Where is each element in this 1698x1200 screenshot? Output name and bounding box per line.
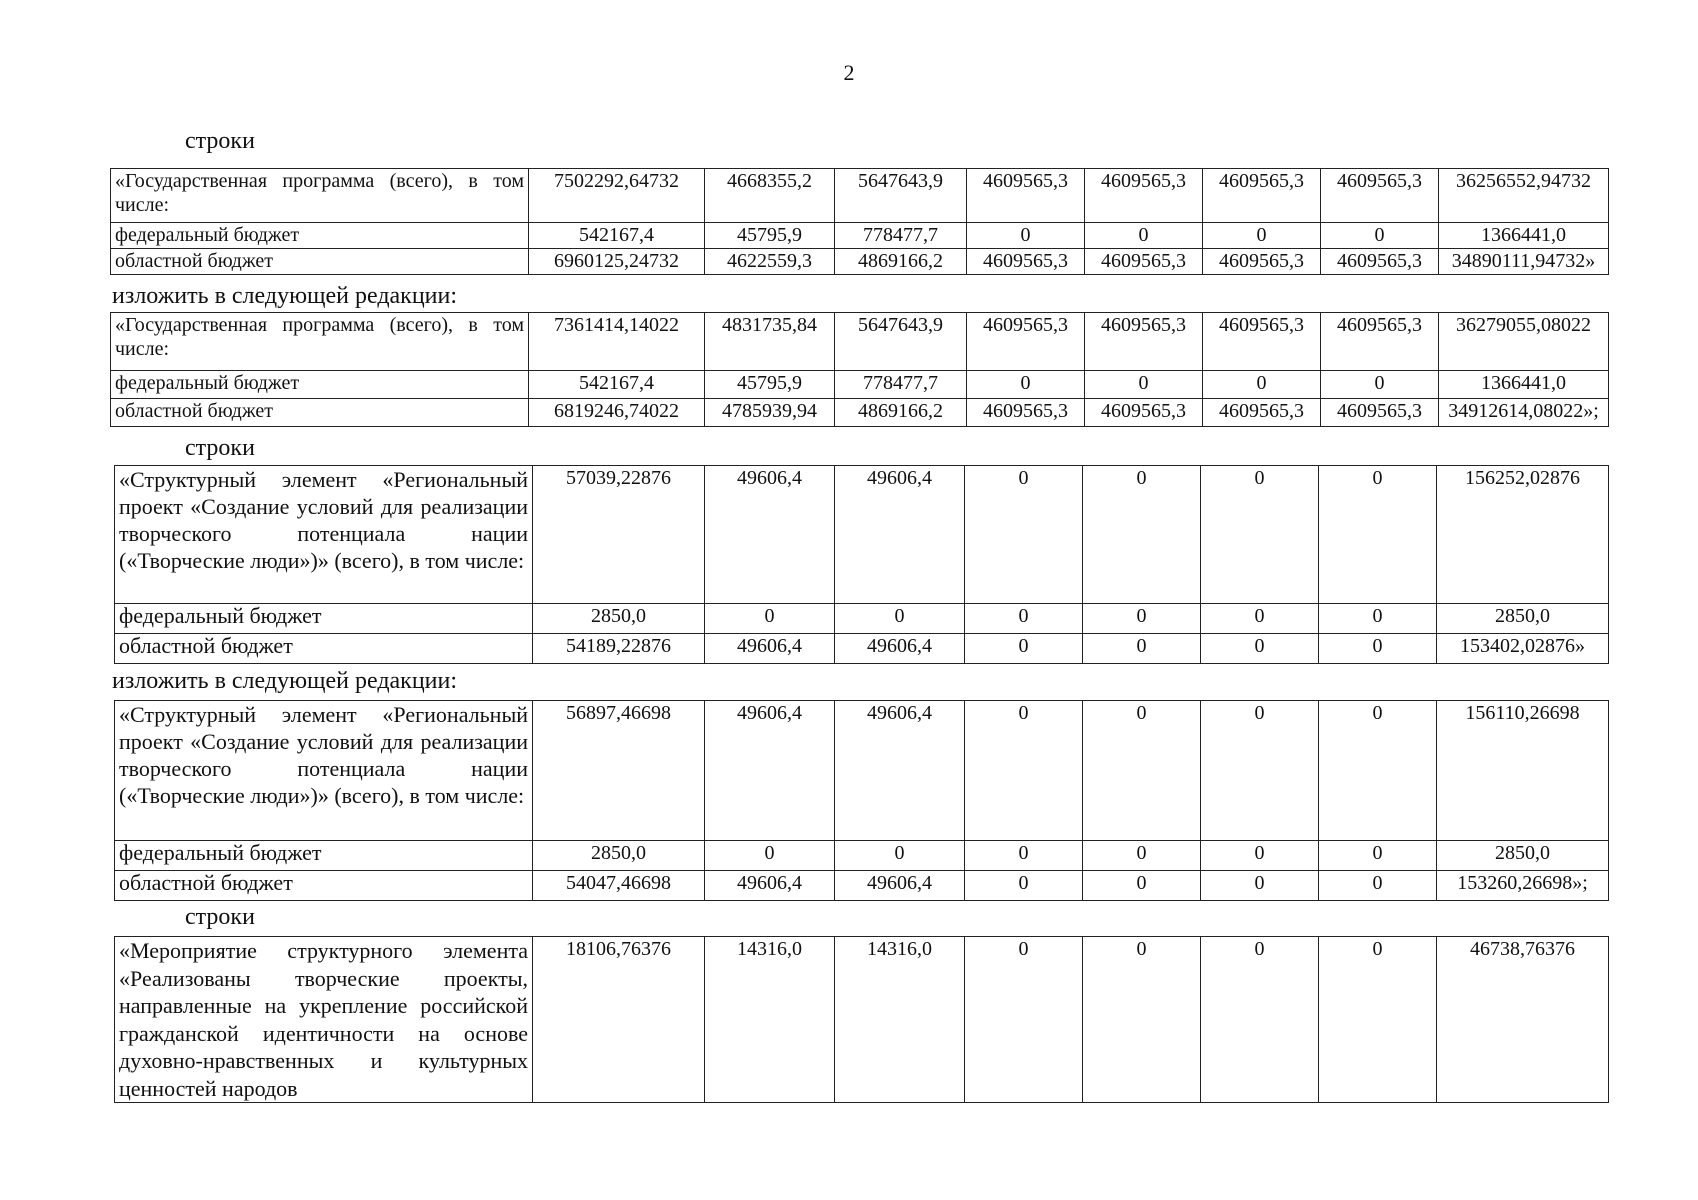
cell: 49606,4 bbox=[705, 466, 835, 604]
row-name: областной бюджет bbox=[115, 634, 533, 664]
cell: 0 bbox=[1321, 371, 1439, 399]
cell: 7361414,14022 bbox=[529, 313, 705, 371]
cell: 4609565,3 bbox=[1203, 399, 1321, 427]
cell: 0 bbox=[1319, 466, 1437, 604]
cell: 0 bbox=[1319, 937, 1437, 1103]
table-row bbox=[115, 841, 1609, 871]
cell: 4609565,3 bbox=[967, 399, 1085, 427]
cell: 0 bbox=[1085, 371, 1203, 399]
cell: 0 bbox=[835, 841, 965, 871]
cell: 4622559,3 bbox=[705, 249, 835, 275]
cell: 0 bbox=[1319, 634, 1437, 664]
cell: 0 bbox=[1201, 841, 1319, 871]
cell: 153402,02876» bbox=[1437, 634, 1609, 664]
cell: 4609565,3 bbox=[967, 249, 1085, 275]
cell: 0 bbox=[965, 701, 1083, 841]
cell: 0 bbox=[965, 937, 1083, 1103]
table-row bbox=[115, 701, 1609, 841]
cell: 0 bbox=[967, 223, 1085, 249]
cell: 46738,76376 bbox=[1437, 937, 1609, 1103]
cell: 4609565,3 bbox=[967, 313, 1085, 371]
cell: 34890111,94732» bbox=[1439, 249, 1609, 275]
cell: 0 bbox=[1083, 841, 1201, 871]
cell: 0 bbox=[1203, 223, 1321, 249]
cell: 0 bbox=[1083, 604, 1201, 634]
cell: 14316,0 bbox=[705, 937, 835, 1103]
cell: 36279055,08022 bbox=[1439, 313, 1609, 371]
row-name: областной бюджет bbox=[111, 399, 529, 427]
cell: 6960125,24732 bbox=[529, 249, 705, 275]
cell: 4609565,3 bbox=[1203, 313, 1321, 371]
cell: 6819246,74022 bbox=[529, 399, 705, 427]
cell: 0 bbox=[1319, 871, 1437, 901]
cell: 0 bbox=[1319, 604, 1437, 634]
cell: 2850,0 bbox=[533, 604, 705, 634]
cell: 45795,9 bbox=[705, 223, 835, 249]
table-row bbox=[111, 399, 1609, 427]
cell: 153260,26698»; bbox=[1437, 871, 1609, 901]
cell: 542167,4 bbox=[529, 371, 705, 399]
table-block-5 bbox=[114, 936, 1609, 1103]
table-row bbox=[115, 937, 1609, 1103]
cell: 778477,7 bbox=[835, 371, 967, 399]
cell: 0 bbox=[965, 634, 1083, 664]
cell: 7502292,64732 bbox=[529, 169, 705, 223]
table-row bbox=[115, 871, 1609, 901]
cell: 5647643,9 bbox=[835, 169, 967, 223]
row-name: областной бюджет bbox=[115, 871, 533, 901]
table-row bbox=[111, 313, 1609, 371]
cell: 5647643,9 bbox=[835, 313, 967, 371]
row-name: федеральный бюджет bbox=[111, 223, 529, 249]
row-name: «Структурный элемент «Региональный проект «Создание условий для реализации творческого потенциала нации («Творческие люди»)» (всего), в том числе: bbox=[115, 466, 533, 604]
cell: 4609565,3 bbox=[1203, 169, 1321, 223]
cell: 54189,22876 bbox=[533, 634, 705, 664]
cell: 778477,7 bbox=[835, 223, 967, 249]
cell: 0 bbox=[1319, 701, 1437, 841]
cell: 0 bbox=[1083, 466, 1201, 604]
cell: 49606,4 bbox=[835, 871, 965, 901]
cell: 0 bbox=[1319, 841, 1437, 871]
cell: 0 bbox=[1083, 701, 1201, 841]
cell: 1366441,0 bbox=[1439, 371, 1609, 399]
cell: 36256552,94732 bbox=[1439, 169, 1609, 223]
row-name: «Государственная программа (всего), в том числе: bbox=[111, 169, 529, 223]
cell: 0 bbox=[965, 466, 1083, 604]
page-number: 2 bbox=[843, 60, 855, 85]
cell: 34912614,08022»; bbox=[1439, 399, 1609, 427]
cell: 4609565,3 bbox=[1321, 399, 1439, 427]
cell: 4869166,2 bbox=[835, 249, 967, 275]
table-block-3 bbox=[114, 465, 1609, 664]
cell: 4609565,3 bbox=[1203, 249, 1321, 275]
row-name: «Мероприятие структурного элемента «Реализованы творческие проекты, направленные на укрепление российской гражданской идентичности на основе духовно-нравственных и культурных ценностей народов bbox=[115, 937, 533, 1103]
cell: 56897,46698 bbox=[533, 701, 705, 841]
table-row bbox=[111, 169, 1609, 223]
cell: 0 bbox=[967, 371, 1085, 399]
cell: 4668355,2 bbox=[705, 169, 835, 223]
cell: 0 bbox=[1085, 223, 1203, 249]
table-block-4 bbox=[114, 700, 1609, 901]
cell: 0 bbox=[1083, 937, 1201, 1103]
table-row bbox=[115, 604, 1609, 634]
row-name: областной бюджет bbox=[111, 249, 529, 275]
table-row bbox=[115, 466, 1609, 604]
cell: 0 bbox=[1201, 871, 1319, 901]
cell: 0 bbox=[705, 604, 835, 634]
cell: 4869166,2 bbox=[835, 399, 967, 427]
table-row bbox=[111, 371, 1609, 399]
cell: 54047,46698 bbox=[533, 871, 705, 901]
cell: 4609565,3 bbox=[1321, 169, 1439, 223]
cell: 49606,4 bbox=[835, 701, 965, 841]
cell: 18106,76376 bbox=[533, 937, 705, 1103]
cell: 4609565,3 bbox=[1085, 399, 1203, 427]
cell: 4609565,3 bbox=[1321, 249, 1439, 275]
cell: 2850,0 bbox=[533, 841, 705, 871]
cell: 4831735,84 bbox=[705, 313, 835, 371]
row-name: «Структурный элемент «Региональный проект «Создание условий для реализации творческого потенциала нации («Творческие люди»)» (всего), в том числе: bbox=[115, 701, 533, 841]
cell: 49606,4 bbox=[835, 466, 965, 604]
cell: 14316,0 bbox=[835, 937, 965, 1103]
cell: 0 bbox=[705, 841, 835, 871]
cell: 4785939,94 bbox=[705, 399, 835, 427]
cell: 0 bbox=[965, 841, 1083, 871]
cell: 0 bbox=[835, 604, 965, 634]
cell: 49606,4 bbox=[705, 634, 835, 664]
cell: 0 bbox=[1201, 604, 1319, 634]
row-name: федеральный бюджет bbox=[115, 604, 533, 634]
cell: 4609565,3 bbox=[1085, 169, 1203, 223]
label-rows-1: строки bbox=[185, 128, 255, 154]
table-row bbox=[115, 634, 1609, 664]
table-row bbox=[111, 249, 1609, 275]
cell: 4609565,3 bbox=[1321, 313, 1439, 371]
cell: 57039,22876 bbox=[533, 466, 705, 604]
cell: 0 bbox=[1201, 634, 1319, 664]
label-replace-2: изложить в следующей редакции: bbox=[112, 668, 458, 694]
row-name: «Государственная программа (всего), в том числе: bbox=[111, 313, 529, 371]
cell: 4609565,3 bbox=[967, 169, 1085, 223]
cell: 2850,0 bbox=[1437, 604, 1609, 634]
cell: 2850,0 bbox=[1437, 841, 1609, 871]
label-rows-3: строки bbox=[185, 904, 255, 930]
label-replace-1: изложить в следующей редакции: bbox=[112, 283, 458, 309]
cell: 0 bbox=[1321, 223, 1439, 249]
cell: 0 bbox=[1083, 871, 1201, 901]
cell: 156110,26698 bbox=[1437, 701, 1609, 841]
table-row bbox=[111, 223, 1609, 249]
cell: 156252,02876 bbox=[1437, 466, 1609, 604]
cell: 4609565,3 bbox=[1085, 249, 1203, 275]
cell: 0 bbox=[1201, 466, 1319, 604]
cell: 542167,4 bbox=[529, 223, 705, 249]
cell: 1366441,0 bbox=[1439, 223, 1609, 249]
cell: 0 bbox=[1201, 937, 1319, 1103]
cell: 49606,4 bbox=[705, 701, 835, 841]
row-name: федеральный бюджет bbox=[111, 371, 529, 399]
cell: 0 bbox=[1203, 371, 1321, 399]
table-block-2 bbox=[110, 312, 1609, 427]
cell: 0 bbox=[1083, 634, 1201, 664]
row-name: федеральный бюджет bbox=[115, 841, 533, 871]
cell: 45795,9 bbox=[705, 371, 835, 399]
label-rows-2: строки bbox=[185, 435, 255, 461]
cell: 0 bbox=[1201, 701, 1319, 841]
cell: 0 bbox=[965, 871, 1083, 901]
table-block-1 bbox=[110, 168, 1609, 275]
cell: 49606,4 bbox=[835, 634, 965, 664]
cell: 0 bbox=[965, 604, 1083, 634]
cell: 4609565,3 bbox=[1085, 313, 1203, 371]
cell: 49606,4 bbox=[705, 871, 835, 901]
